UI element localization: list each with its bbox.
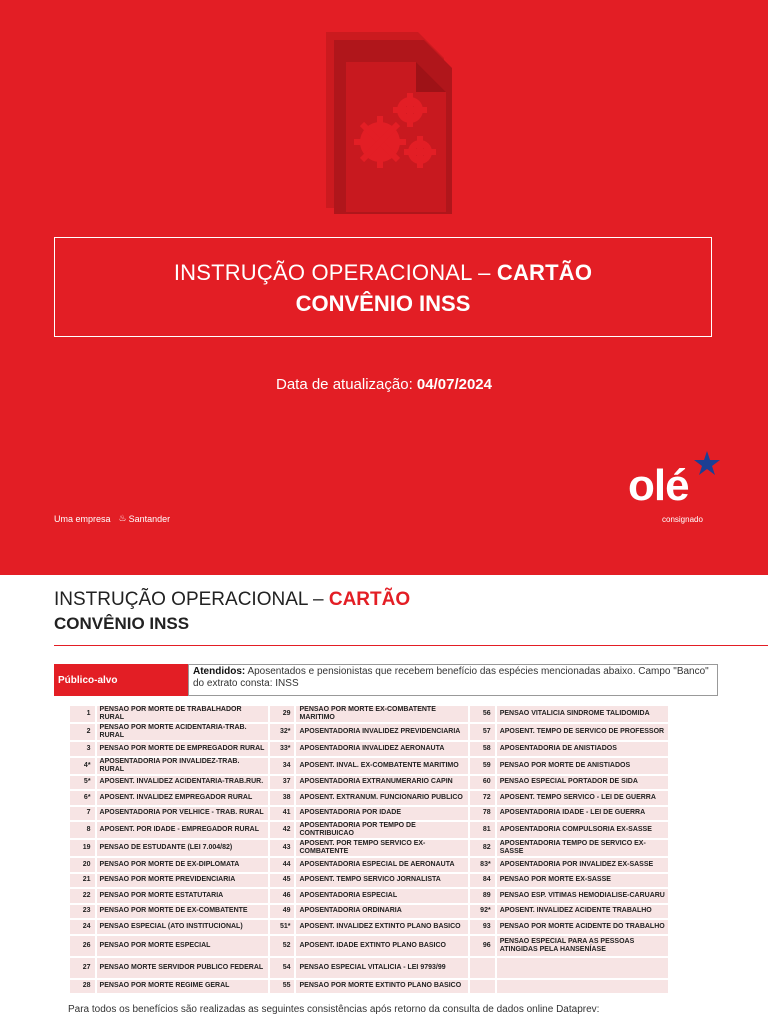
- santander-flame-icon: ♨: [118, 513, 127, 523]
- species-description: APOSENTADORIA INVALIDEZ AERONAUTA: [296, 742, 468, 756]
- table-row: [70, 920, 668, 934]
- species-description: APOSENTADORIA COMPULSORIA EX-SASSE: [497, 822, 668, 838]
- species-description: PENSAO ESPECIAL PARA AS PESSOAS ATINGIDAS PELA HANSENÍASE: [497, 936, 668, 956]
- species-code: 59: [470, 758, 495, 774]
- table-row: [70, 858, 668, 872]
- species-description: APOSENT. TEMPO SERVICO - LEI DE GUERRA: [497, 791, 668, 805]
- species-description: PENSAO POR MORTE DE EX-DIPLOMATA: [97, 858, 268, 872]
- table-row: [70, 807, 668, 821]
- species-description: PENSAO POR MORTE EXTINTO PLANO BASICO: [296, 980, 468, 994]
- species-description: PENSAO POR MORTE PREVIDENCIARIA: [97, 874, 268, 888]
- species-description: APOSENTADORIA INVALIDEZ PREVIDENCIARIA: [296, 724, 468, 740]
- species-description: APOSENTADORIA ORDINARIA: [296, 905, 468, 919]
- species-code: 33*: [270, 742, 295, 756]
- species-code: 28: [70, 980, 95, 994]
- species-code: 46: [270, 889, 295, 903]
- species-code: 58: [470, 742, 495, 756]
- ole-logo: [628, 455, 723, 525]
- species-description: APOSENTADORIA POR INVALIDEZ EX-SASSE: [497, 858, 668, 872]
- species-code: 3: [70, 742, 95, 756]
- table-row: [70, 791, 668, 805]
- species-description: APOSENTADORIA TEMPO DE SERVICO EX-SASSE: [497, 840, 668, 856]
- update-date: [0, 376, 768, 393]
- species-description: APOSENT. INVALIDEZ EMPREGADOR RURAL: [97, 791, 268, 805]
- species-description: PENSAO POR MORTE EX-SASSE: [497, 874, 668, 888]
- santander-prefix: Uma empresa: [54, 513, 111, 524]
- species-code: 83*: [470, 858, 495, 872]
- document-gears-icon: [308, 22, 468, 222]
- species-code: 23: [70, 905, 95, 919]
- species-code: 93: [470, 920, 495, 934]
- species-code: 55: [270, 980, 295, 994]
- species-description: APOSENTADORIA POR INVALIDEZ-TRAB. RURAL: [97, 758, 268, 774]
- table-row: [70, 822, 668, 838]
- atendidos-description: Aposentados e pensionistas que recebem benefício das espécies mencionadas abaixo. Campo "Banco" do extrato consta: INSS: [193, 666, 709, 689]
- page-subtitle: CONVÊNIO INSS: [54, 614, 190, 633]
- species-description: PENSAO ESPECIAL (ATO INSTITUCIONAL): [97, 920, 268, 934]
- species-description: [497, 980, 668, 994]
- species-code: 2: [70, 724, 95, 740]
- species-code: 56: [470, 706, 495, 722]
- species-code: 82: [470, 840, 495, 856]
- species-code: 52: [270, 936, 295, 956]
- table-row: [70, 958, 668, 978]
- species-code: 92*: [470, 905, 495, 919]
- table-row: [70, 758, 668, 774]
- cover-title-box: [54, 237, 712, 337]
- species-code: 42: [270, 822, 295, 838]
- species-description: APOSENTADORIA EXTRANUMERARIO CAPIN: [296, 776, 468, 790]
- species-description: PENSAO POR MORTE DE TRABALHADOR RURAL: [97, 706, 268, 722]
- species-code: 1: [70, 706, 95, 722]
- page-title-red: CARTÃO: [328, 589, 411, 610]
- table-row: [70, 742, 668, 756]
- species-code: 84: [470, 874, 495, 888]
- table-row: [70, 840, 668, 856]
- species-description: APOSENT. POR IDADE - EMPREGADOR RURAL: [97, 822, 268, 838]
- cover-title-line1: [55, 260, 711, 286]
- table-row: [70, 874, 668, 888]
- species-code: 37: [270, 776, 295, 790]
- species-code: 5*: [70, 776, 95, 790]
- species-description: PENSAO POR MORTE DE ANISTIADOS: [497, 758, 668, 774]
- species-code: 57: [470, 724, 495, 740]
- species-code: 29: [270, 706, 295, 722]
- species-description: PENSAO MORTE SERVIDOR PUBLICO FEDERAL: [97, 958, 268, 978]
- star-icon: [694, 451, 720, 475]
- species-description: PENSAO POR MORTE ESPECIAL: [97, 936, 268, 956]
- species-description: PENSAO POR MORTE EX-COMBATENTE MARITIMO: [296, 706, 468, 722]
- species-code: 78: [470, 807, 495, 821]
- species-code: 54: [270, 958, 295, 978]
- species-code: 24: [70, 920, 95, 934]
- species-code: 27: [70, 958, 95, 978]
- table-row: [70, 936, 668, 956]
- publico-alvo-label: Público-alvo: [54, 664, 188, 696]
- species-code: 7: [70, 807, 95, 821]
- page-title: [54, 589, 410, 611]
- species-description: APOSENT. INVAL. EX-COMBATENTE MARITIMO: [296, 758, 468, 774]
- cover-title-bold: CARTÃO: [496, 260, 593, 285]
- species-code: 8: [70, 822, 95, 838]
- species-description: APOSENTADORIA DE ANISTIADOS: [497, 742, 668, 756]
- species-code: 43: [270, 840, 295, 856]
- species-code: 45: [270, 874, 295, 888]
- ole-logo-sub: consignado: [662, 515, 703, 524]
- species-description: PENSAO POR MORTE ESTATUTARIA: [97, 889, 268, 903]
- species-description: APOSENT. INVALIDEZ ACIDENTE TRABALHO: [497, 905, 668, 919]
- species-code: 49: [270, 905, 295, 919]
- species-description: PENSAO POR MORTE ACIDENTE DO TRABALHO: [497, 920, 668, 934]
- species-description: PENSAO POR MORTE DE EMPREGADOR RURAL: [97, 742, 268, 756]
- species-code: 4*: [70, 758, 95, 774]
- species-code: 21: [70, 874, 95, 888]
- atendidos-text: [188, 664, 718, 696]
- species-description: APOSENT. EXTRANUM. FUNCIONARIO PUBLICO: [296, 791, 468, 805]
- species-code: 72: [470, 791, 495, 805]
- cover-title-normal: INSTRUÇÃO OPERACIONAL –: [173, 260, 497, 285]
- species-description: APOSENT. TEMPO DE SERVICO DE PROFESSOR: [497, 724, 668, 740]
- date-value: 04/07/2024: [416, 376, 492, 393]
- species-description: APOSENT. IDADE EXTINTO PLANO BASICO: [296, 936, 468, 956]
- species-description: PENSAO ESPECIAL VITALICIA - LEI 9793/99: [296, 958, 468, 978]
- species-description: APOSENTADORIA POR TEMPO DE CONTRIBUICAO: [296, 822, 468, 838]
- table-row: [70, 905, 668, 919]
- species-code: [470, 958, 495, 978]
- species-code: 20: [70, 858, 95, 872]
- species-description: PENSAO ESPECIAL PORTADOR DE SIDA: [497, 776, 668, 790]
- species-description: APOSENTADORIA ESPECIAL DE AERONAUTA: [296, 858, 468, 872]
- santander-mark: [54, 513, 170, 524]
- species-description: APOSENTADORIA IDADE - LEI DE GUERRA: [497, 807, 668, 821]
- species-code: 81: [470, 822, 495, 838]
- species-description: PENSAO POR MORTE REGIME GERAL: [97, 980, 268, 994]
- species-code: 22: [70, 889, 95, 903]
- table-row: [70, 706, 668, 722]
- page-title-normal: INSTRUÇÃO OPERACIONAL –: [54, 589, 329, 610]
- species-code: 6*: [70, 791, 95, 805]
- species-code: 26: [70, 936, 95, 956]
- date-label: Data de atualização:: [275, 376, 417, 393]
- species-description: APOSENTADORIA ESPECIAL: [296, 889, 468, 903]
- divider: [54, 645, 768, 646]
- species-code: 60: [470, 776, 495, 790]
- species-description: PENSAO POR MORTE DE EX-COMBATENTE: [97, 905, 268, 919]
- species-code: 38: [270, 791, 295, 805]
- species-description: APOSENTADORIA POR VELHICE - TRAB. RURAL: [97, 807, 268, 821]
- species-description: [497, 958, 668, 978]
- species-code: 19: [70, 840, 95, 856]
- species-code: 89: [470, 889, 495, 903]
- species-description: PENSAO DE ESTUDANTE (LEI 7.004/82): [97, 840, 268, 856]
- species-code: 32*: [270, 724, 295, 740]
- santander-name: Santander: [128, 513, 171, 524]
- table-row: [70, 980, 668, 994]
- species-description: PENSAO VITALICIA SINDROME TALIDOMIDA: [497, 706, 668, 722]
- species-code: 96: [470, 936, 495, 956]
- atendidos-label: Atendidos:: [193, 666, 246, 677]
- species-code: 44: [270, 858, 295, 872]
- species-description: APOSENT. INVALIDEZ ACIDENTARIA-TRAB.RUR.: [97, 776, 268, 790]
- table-row: [70, 889, 668, 903]
- species-description: PENSAO POR MORTE ACIDENTARIA-TRAB. RURAL: [97, 724, 268, 740]
- species-description: PENSAO ESP. VITIMAS HEMODIALISE-CARUARU: [497, 889, 668, 903]
- species-code: 51*: [270, 920, 295, 934]
- species-code: 41: [270, 807, 295, 821]
- species-description: APOSENT. TEMPO SERVICO JORNALISTA: [296, 874, 468, 888]
- footer-text: Para todos os benefícios são realizadas as seguintes consistências após retorno da consulta de dados online Dataprev:: [68, 1004, 600, 1015]
- ole-logo-text: olé: [628, 461, 689, 510]
- species-description: APOSENT. POR TEMPO SERVICO EX-COMBATENTE: [296, 840, 468, 856]
- species-description: APOSENT. INVALIDEZ EXTINTO PLANO BASICO: [296, 920, 468, 934]
- cover-title-line2: CONVÊNIO INSS: [295, 291, 471, 316]
- species-description: APOSENTADORIA POR IDADE: [296, 807, 468, 821]
- species-code: 34: [270, 758, 295, 774]
- table-row: [70, 724, 668, 740]
- species-table: [68, 704, 670, 995]
- table-row: [70, 776, 668, 790]
- species-code: [470, 980, 495, 994]
